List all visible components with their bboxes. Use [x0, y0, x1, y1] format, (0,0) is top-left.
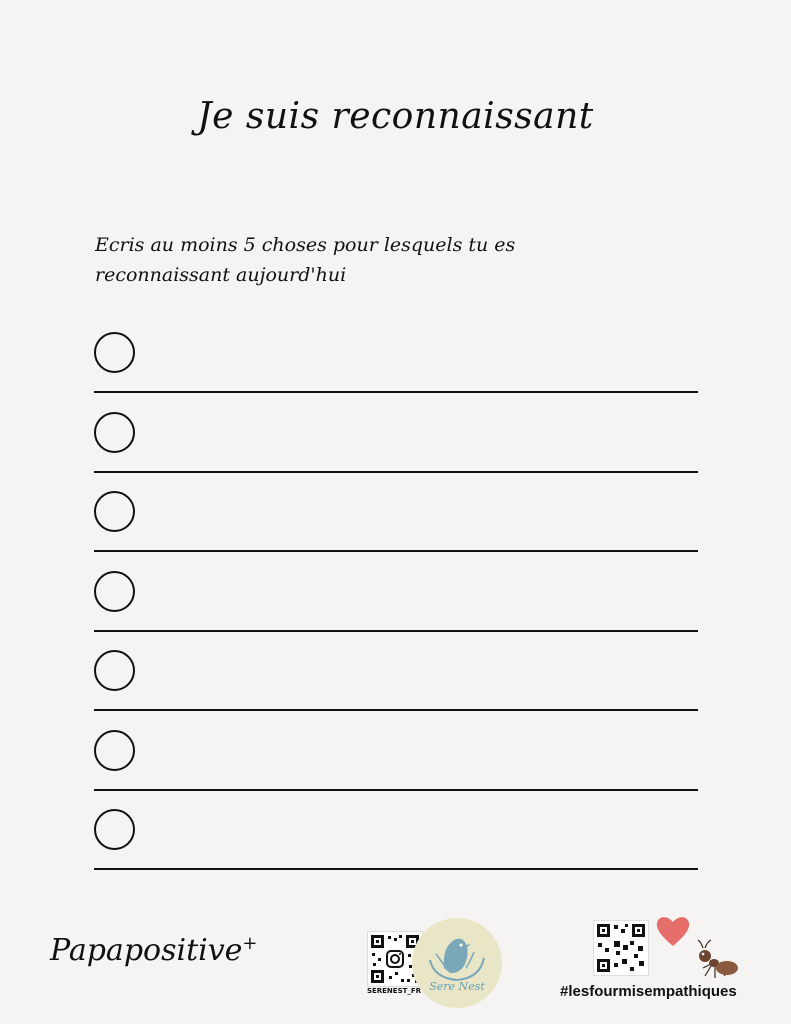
- writing-line: [94, 630, 698, 632]
- checkbox-circle[interactable]: [94, 809, 135, 850]
- checkbox-circle[interactable]: [94, 650, 135, 691]
- heart-icon: [655, 914, 691, 948]
- serenest-logo-text: Sere Nest: [429, 980, 485, 993]
- checkbox-circle[interactable]: [94, 730, 135, 771]
- checkbox-circle[interactable]: [94, 571, 135, 612]
- writing-line: [94, 471, 698, 473]
- checkbox-circle[interactable]: [94, 491, 135, 532]
- checklist-item: [94, 332, 698, 412]
- brand-name: Papapositive: [50, 933, 243, 968]
- writing-line: [94, 709, 698, 711]
- qr-code-icon: [593, 920, 649, 976]
- checkbox-circle[interactable]: [94, 332, 135, 373]
- instruction-text: Ecris au moins 5 choses pour lesquels tu es reconnaissant aujourd'hui: [95, 234, 516, 286]
- writing-line: [94, 868, 698, 870]
- ant-icon: [693, 938, 739, 982]
- serenest-logo: [412, 918, 502, 1008]
- brand-mark: +: [242, 933, 258, 954]
- checklist-item: [94, 491, 698, 571]
- writing-line: [94, 550, 698, 552]
- page-title: Je suis reconnaissant: [197, 96, 594, 137]
- instagram-handle: SERENEST_FR: [366, 987, 422, 995]
- checklist-item: [94, 571, 698, 651]
- checklist-item: [94, 730, 698, 810]
- checklist-item: [94, 650, 698, 730]
- hashtag: #lesfourmisempathiques: [560, 983, 737, 1000]
- writing-line: [94, 789, 698, 791]
- checklist-item: [94, 412, 698, 492]
- bird-icon: [412, 918, 502, 1008]
- brand-logo: [50, 933, 258, 968]
- checkbox-circle[interactable]: [94, 412, 135, 453]
- writing-line: [94, 391, 698, 393]
- checklist-item: [94, 809, 698, 889]
